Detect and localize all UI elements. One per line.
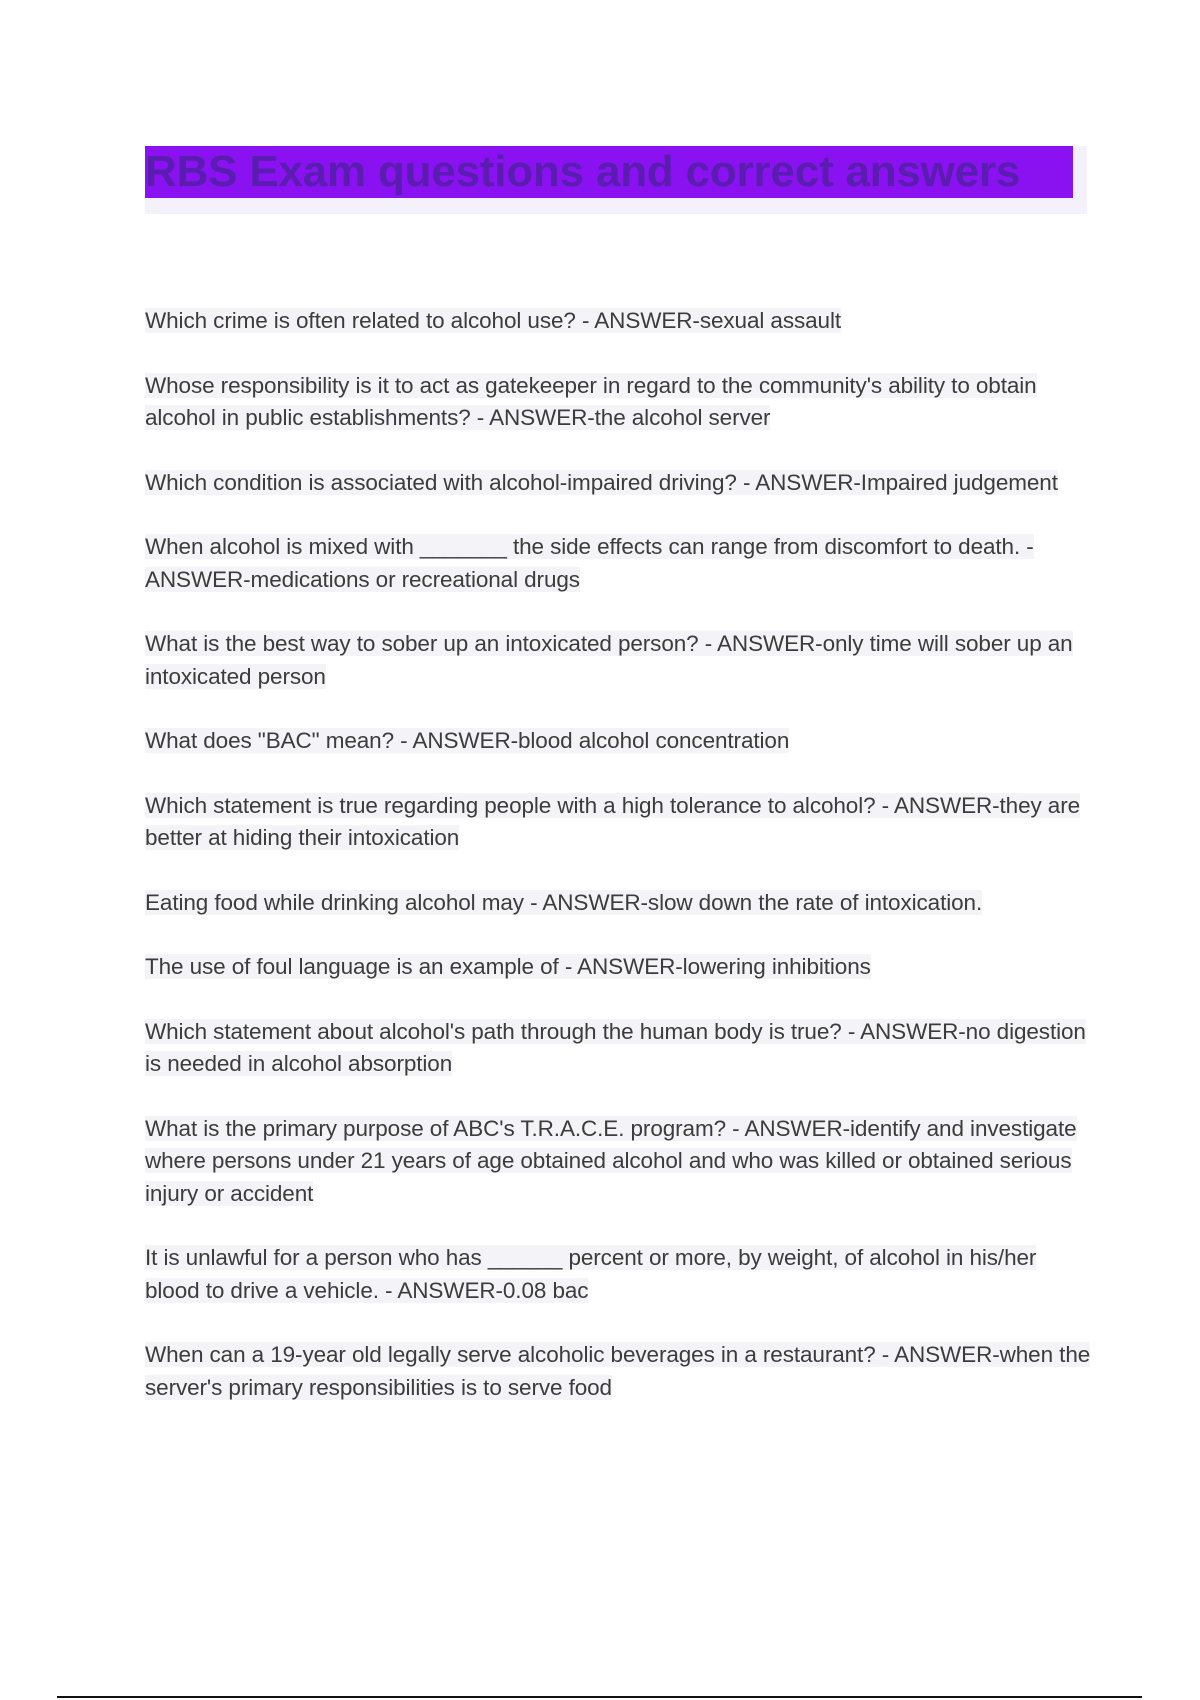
- title-block: [145, 146, 1087, 214]
- qa-item: [145, 725, 1095, 758]
- qa-text: What does "BAC" mean? - ANSWER-blood alcohol concentration: [145, 728, 790, 753]
- qa-item: [145, 1016, 1095, 1081]
- qa-item: [145, 531, 1095, 596]
- qa-item: [145, 1242, 1095, 1307]
- qa-text: Which statement about alcohol's path through the human body is true? - ANSWER-no digestion is needed in alcohol absorption: [145, 1018, 1086, 1076]
- qa-item: [145, 370, 1095, 435]
- qa-item: [145, 951, 1095, 984]
- qa-item: [145, 305, 1095, 338]
- qa-item: [145, 467, 1095, 500]
- qa-text: The use of foul language is an example of - ANSWER-lowering inhibitions: [145, 954, 871, 979]
- qa-list: [145, 305, 1095, 1436]
- qa-item: [145, 1339, 1095, 1404]
- qa-item: [145, 1113, 1095, 1211]
- qa-text: It is unlawful for a person who has ______ percent or more, by weight, of alcohol in his/her blood to drive a vehicle. - ANSWER-0.08 bac: [145, 1245, 1037, 1303]
- qa-text: What is the primary purpose of ABC's T.R.A.C.E. program? - ANSWER-identify and investigate where persons under 21 years of age obtained alcohol and who was killed or obtained serious injury or accident: [145, 1115, 1077, 1206]
- qa-text: What is the best way to sober up an intoxicated person? - ANSWER-only time will sober up an intoxicated person: [145, 631, 1073, 689]
- qa-item: [145, 628, 1095, 693]
- qa-text: When can a 19-year old legally serve alcoholic beverages in a restaurant? - ANSWER-when the server's primary responsibilities is to serve food: [145, 1342, 1091, 1400]
- qa-text: Whose responsibility is it to act as gatekeeper in regard to the community's ability to obtain alcohol in public establishments? - ANSWER-the alcohol server: [145, 372, 1037, 430]
- qa-text: Which statement is true regarding people with a high tolerance to alcohol? - ANSWER-they are better at hiding their intoxication: [145, 792, 1081, 850]
- qa-text: Which crime is often related to alcohol use? - ANSWER-sexual assault: [145, 308, 841, 333]
- qa-item: [145, 790, 1095, 855]
- qa-text: When alcohol is mixed with _______ the side effects can range from discomfort to death. - ANSWER-medications or recreational drugs: [145, 534, 1034, 592]
- qa-text: Which condition is associated with alcohol-impaired driving? - ANSWER-Impaired judgement: [145, 469, 1058, 495]
- document-title: RBS Exam questions and correct answers: [145, 146, 1073, 198]
- qa-text: Eating food while drinking alcohol may - ANSWER-slow down the rate of intoxication.: [145, 889, 983, 915]
- footer-divider: [57, 1696, 1142, 1698]
- qa-item: [145, 887, 1095, 920]
